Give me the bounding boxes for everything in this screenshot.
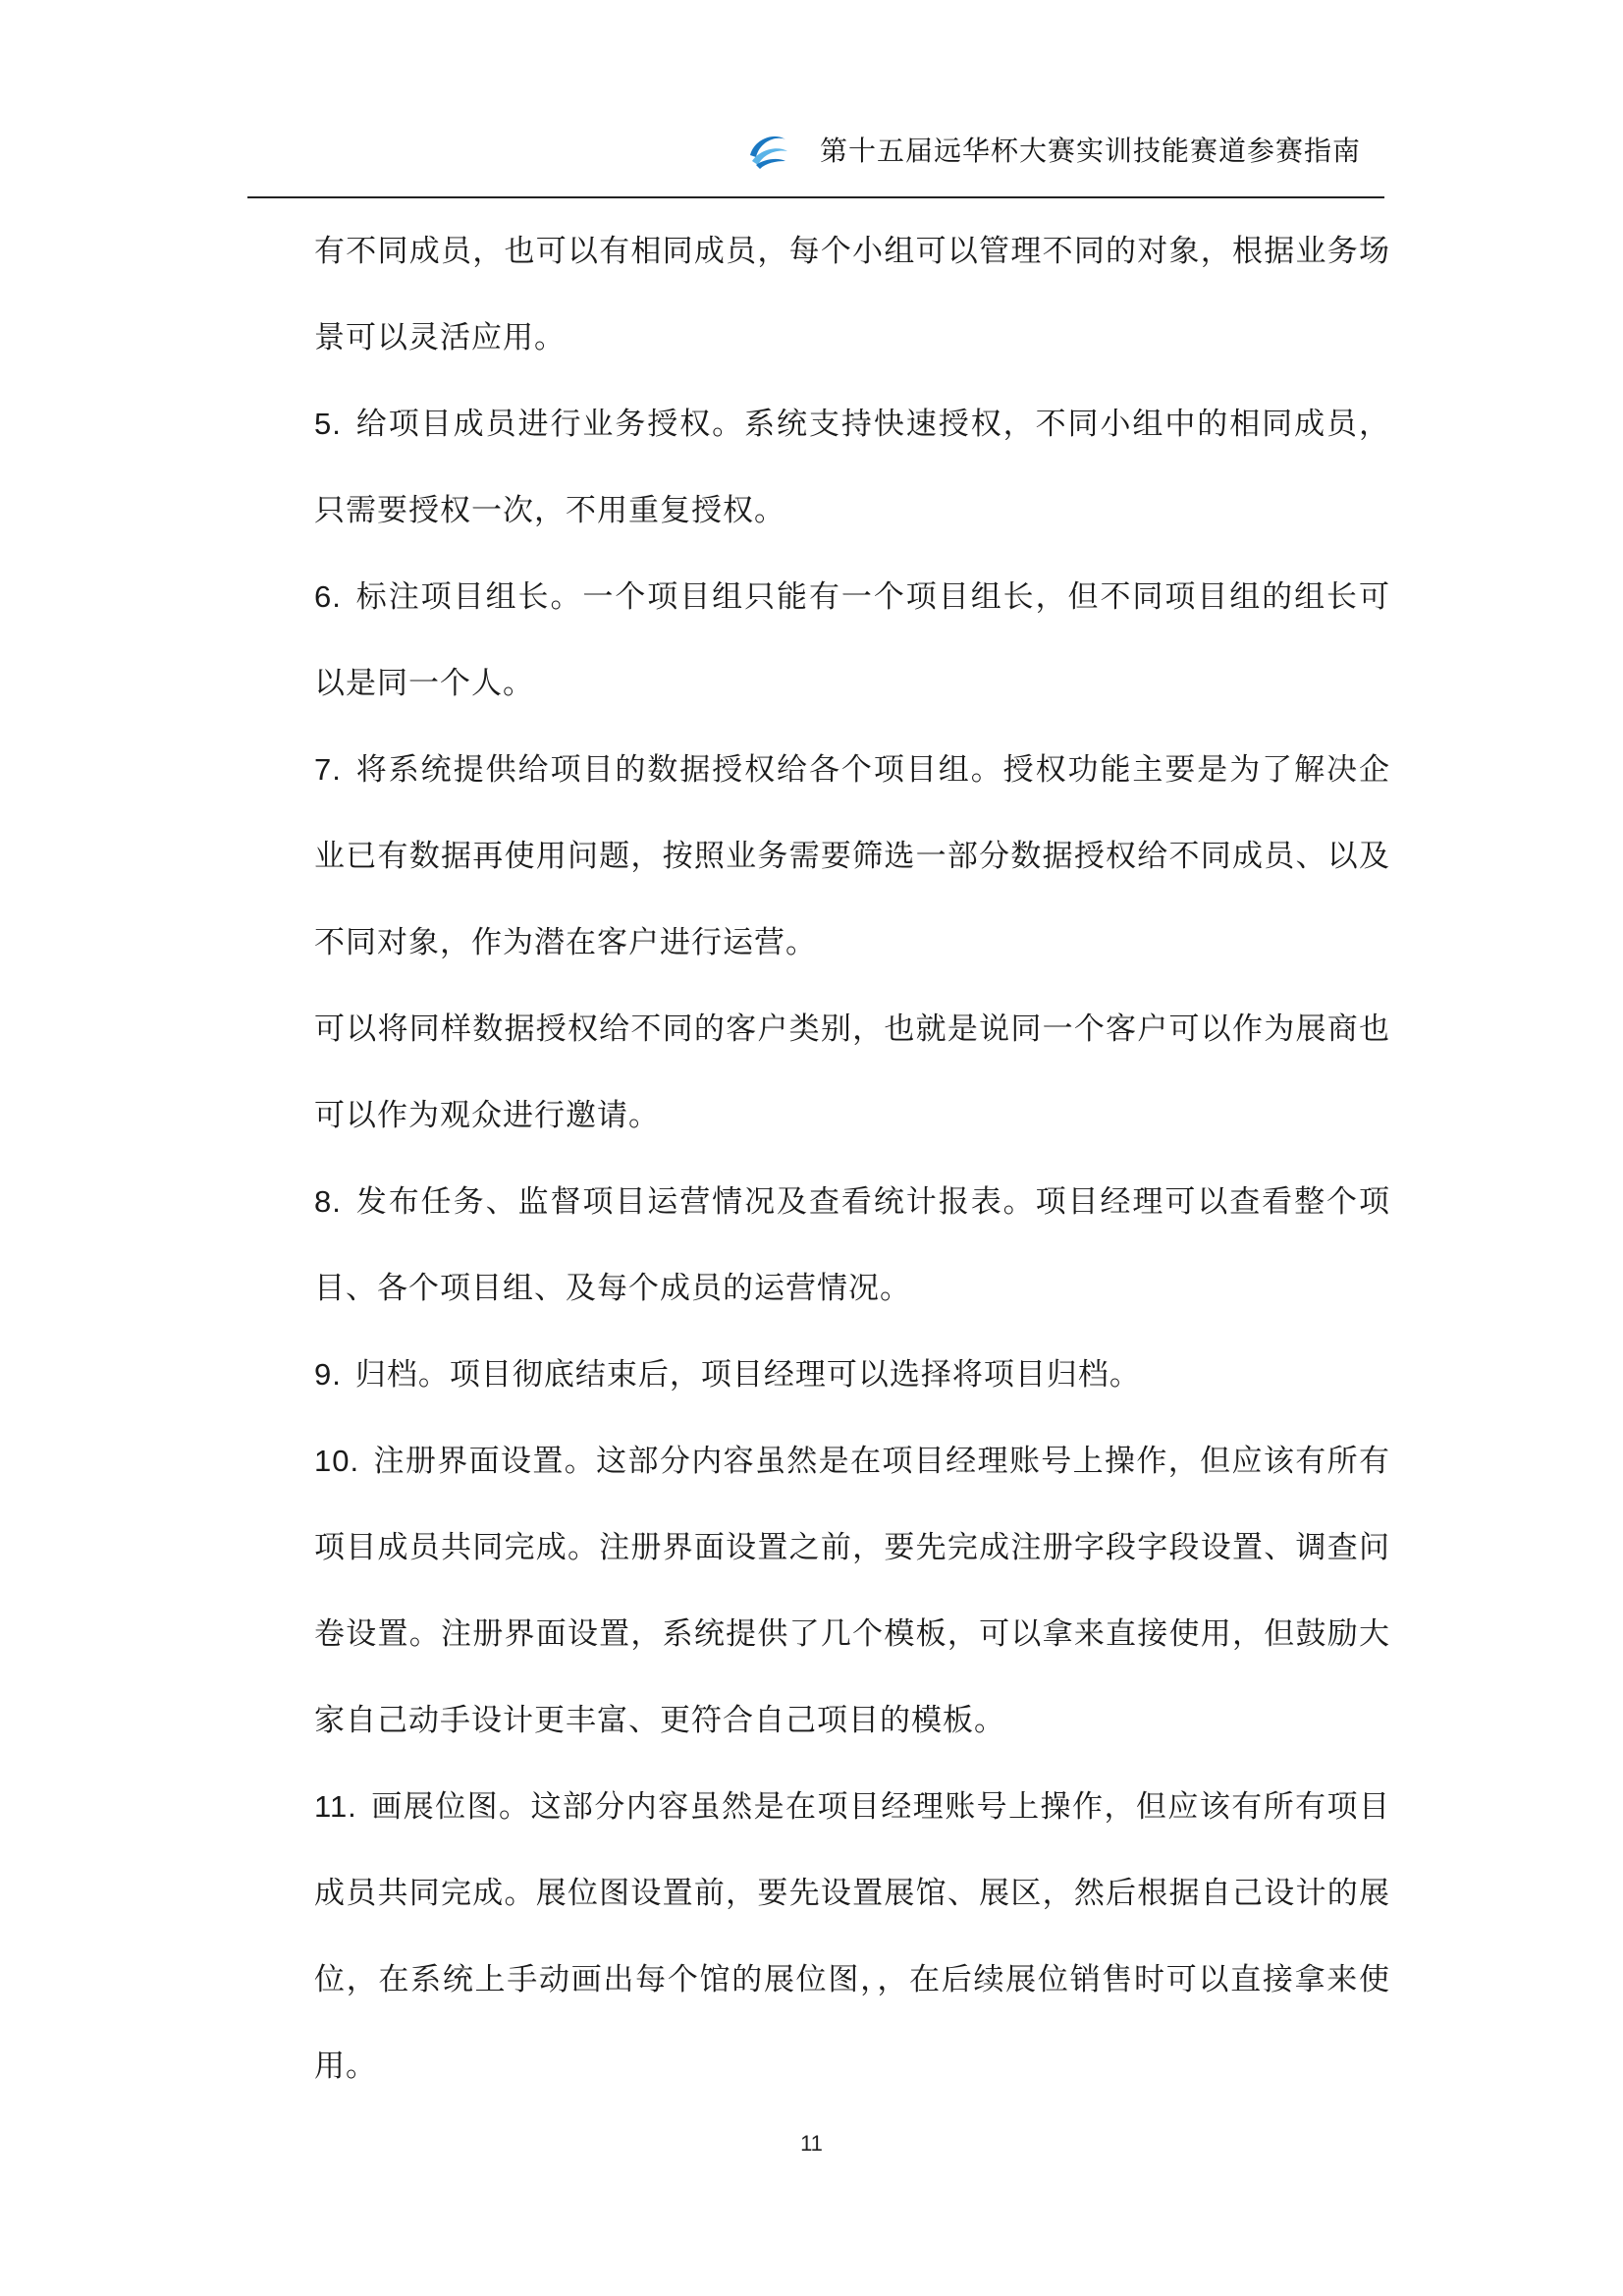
paragraph [314,1418,1390,1764]
paragraph-text: 有不同成员，也可以有相同成员，每个小组可以管理不同的对象，根据业务场景可以灵活应用。 [314,234,1390,355]
paragraph [314,986,1390,1159]
swirl-logo-icon [744,126,791,173]
header-title: 第十五届远华杯大赛实训技能赛道参赛指南 [819,135,1361,167]
paragraph-text: 给项目成员进行业务授权。系统支持快速授权，不同小组中的相同成员，只需要授权一次，不用重复授权。 [314,407,1390,528]
paragraph-text: 发布任务、监督项目运营情况及查看统计报表。项目经理可以查看整个项目、各个项目组、及每个成员的运营情况。 [314,1184,1390,1306]
paragraph-text: 标注项目组长。一个项目组只能有一个项目组长，但不同项目组的组长可以是同一个人。 [314,579,1390,701]
page-header [247,118,1384,198]
paragraph [314,1332,1390,1418]
paragraph-text: 画展位图。这部分内容虽然是在项目经理账号上操作，但应该有所有项目成员共同完成。展位图设置前，要先设置展馆、展区，然后根据自己设计的展位，在系统上手动画出每个馆的展位图，，在后续展位销售时可以直接拿来使用。 [314,1789,1390,2084]
paragraph-text: 注册界面设置。这部分内容虽然是在项目经理账号上操作，但应该有所有项目成员共同完成。注册界面设置之前，要先完成注册字段字段设置、调查问卷设置。注册界面设置，系统提供了几个模板，可以拿来直接使用，但鼓励大家自己动手设计更丰富、更符合自己项目的模板。 [314,1444,1390,1738]
item-number: 8. [314,1184,342,1219]
item-number: 5. [314,407,342,441]
paragraph [314,208,1390,381]
paragraph [314,1764,1390,2109]
item-number: 10. [314,1444,360,1478]
paragraph-text: 将系统提供给项目的数据授权给各个项目组。授权功能主要是为了解决企业已有数据再使用问题，按照业务需要筛选一部分数据授权给不同成员、以及不同对象，作为潜在客户进行运营。 [314,752,1390,960]
paragraph [314,554,1390,727]
paragraph [314,1159,1390,1332]
item-number: 7. [314,752,342,787]
item-number: 6. [314,579,342,614]
document-body [314,208,1390,2109]
item-number: 9. [314,1357,342,1392]
item-number: 11. [314,1789,357,1824]
paragraph-text: 可以将同样数据授权给不同的客户类别，也就是说同一个客户可以作为展商也可以作为观众进行邀请。 [314,1011,1390,1133]
paragraph [314,727,1390,986]
paragraph-text: 归档。项目彻底结束后，项目经理可以选择将项目归档。 [354,1357,1141,1393]
paragraph [314,381,1390,554]
page-number: 11 [800,2131,823,2156]
